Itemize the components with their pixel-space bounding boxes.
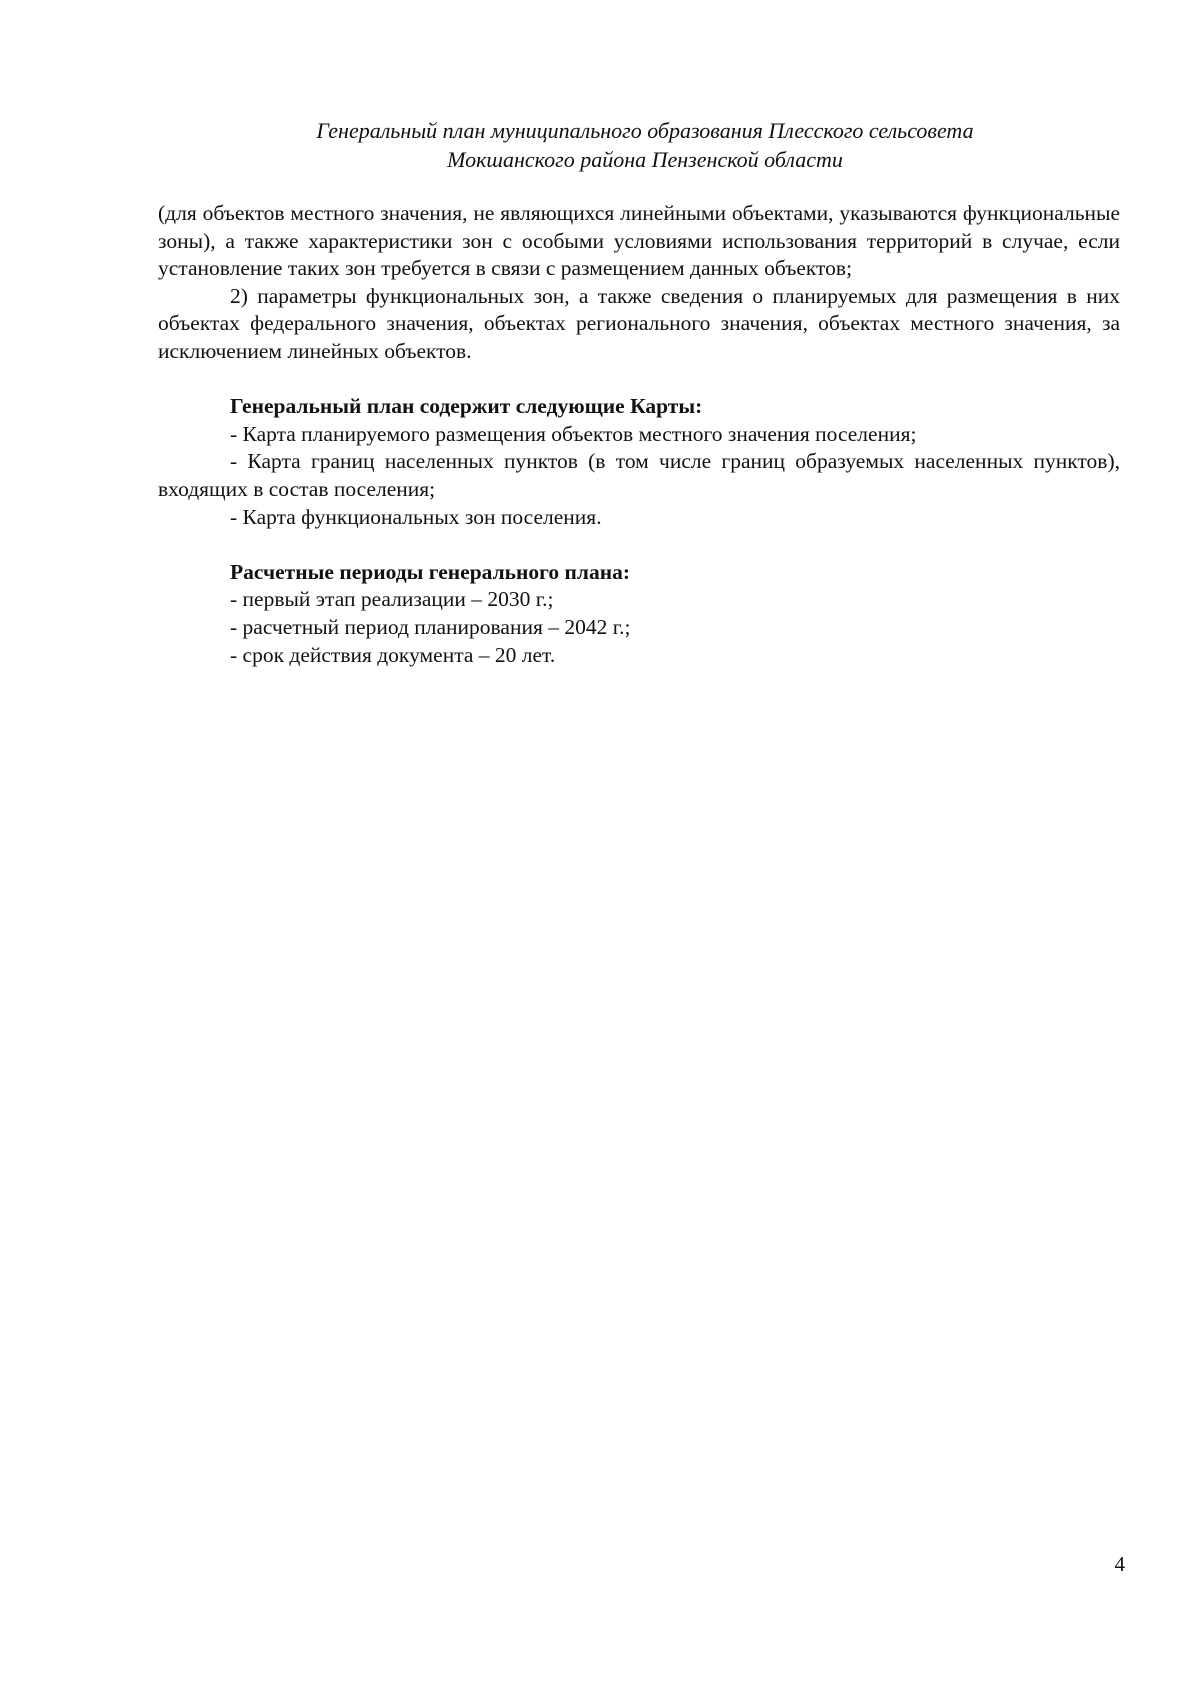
maps-list-item: - Карта функциональных зон поселения.	[230, 504, 602, 529]
paragraph-continuation: (для объектов местного значения, не являющихся линейными объектами, указываются функциональные зоны), а также характеристики зон с особыми условиями использования территорий в случае, если установление таких зон требуется в связи с размещением данных объектов;	[158, 201, 1120, 281]
paragraph-item-2: 2) параметры функциональных зон, а также сведения о планируемых для размещения в них объектах федерального значения, объектах регионального значения, объектах местного значения, за исключением линейных объектов.	[158, 283, 1120, 363]
periods-list-item: - расчетный период планирования – 2042 г.;	[230, 614, 631, 639]
header-line-1: Генеральный план муниципального образования Плесского сельсовета	[316, 118, 974, 143]
maps-list-item: - Карта планируемого размещения объектов местного значения поселения;	[230, 421, 917, 446]
page-number: 4	[1114, 1552, 1125, 1576]
periods-list-item: - срок действия документа – 20 лет.	[230, 642, 556, 667]
maps-heading: Генеральный план содержит следующие Карты:	[230, 394, 703, 419]
maps-list-item: - Карта границ населенных пунктов (в том числе границ образуемых населенных пунктов), входящих в состав поселения;	[158, 449, 1120, 501]
periods-list-item: - первый этап реализации – 2030 г.;	[230, 587, 554, 612]
running-header	[150, 116, 1140, 174]
periods-heading: Расчетные периоды генерального плана:	[230, 559, 631, 584]
spacer	[158, 366, 1120, 394]
spacer	[158, 531, 1120, 559]
document-body	[158, 200, 1120, 669]
header-line-2: Мокшанского района Пензенской области	[447, 147, 843, 172]
